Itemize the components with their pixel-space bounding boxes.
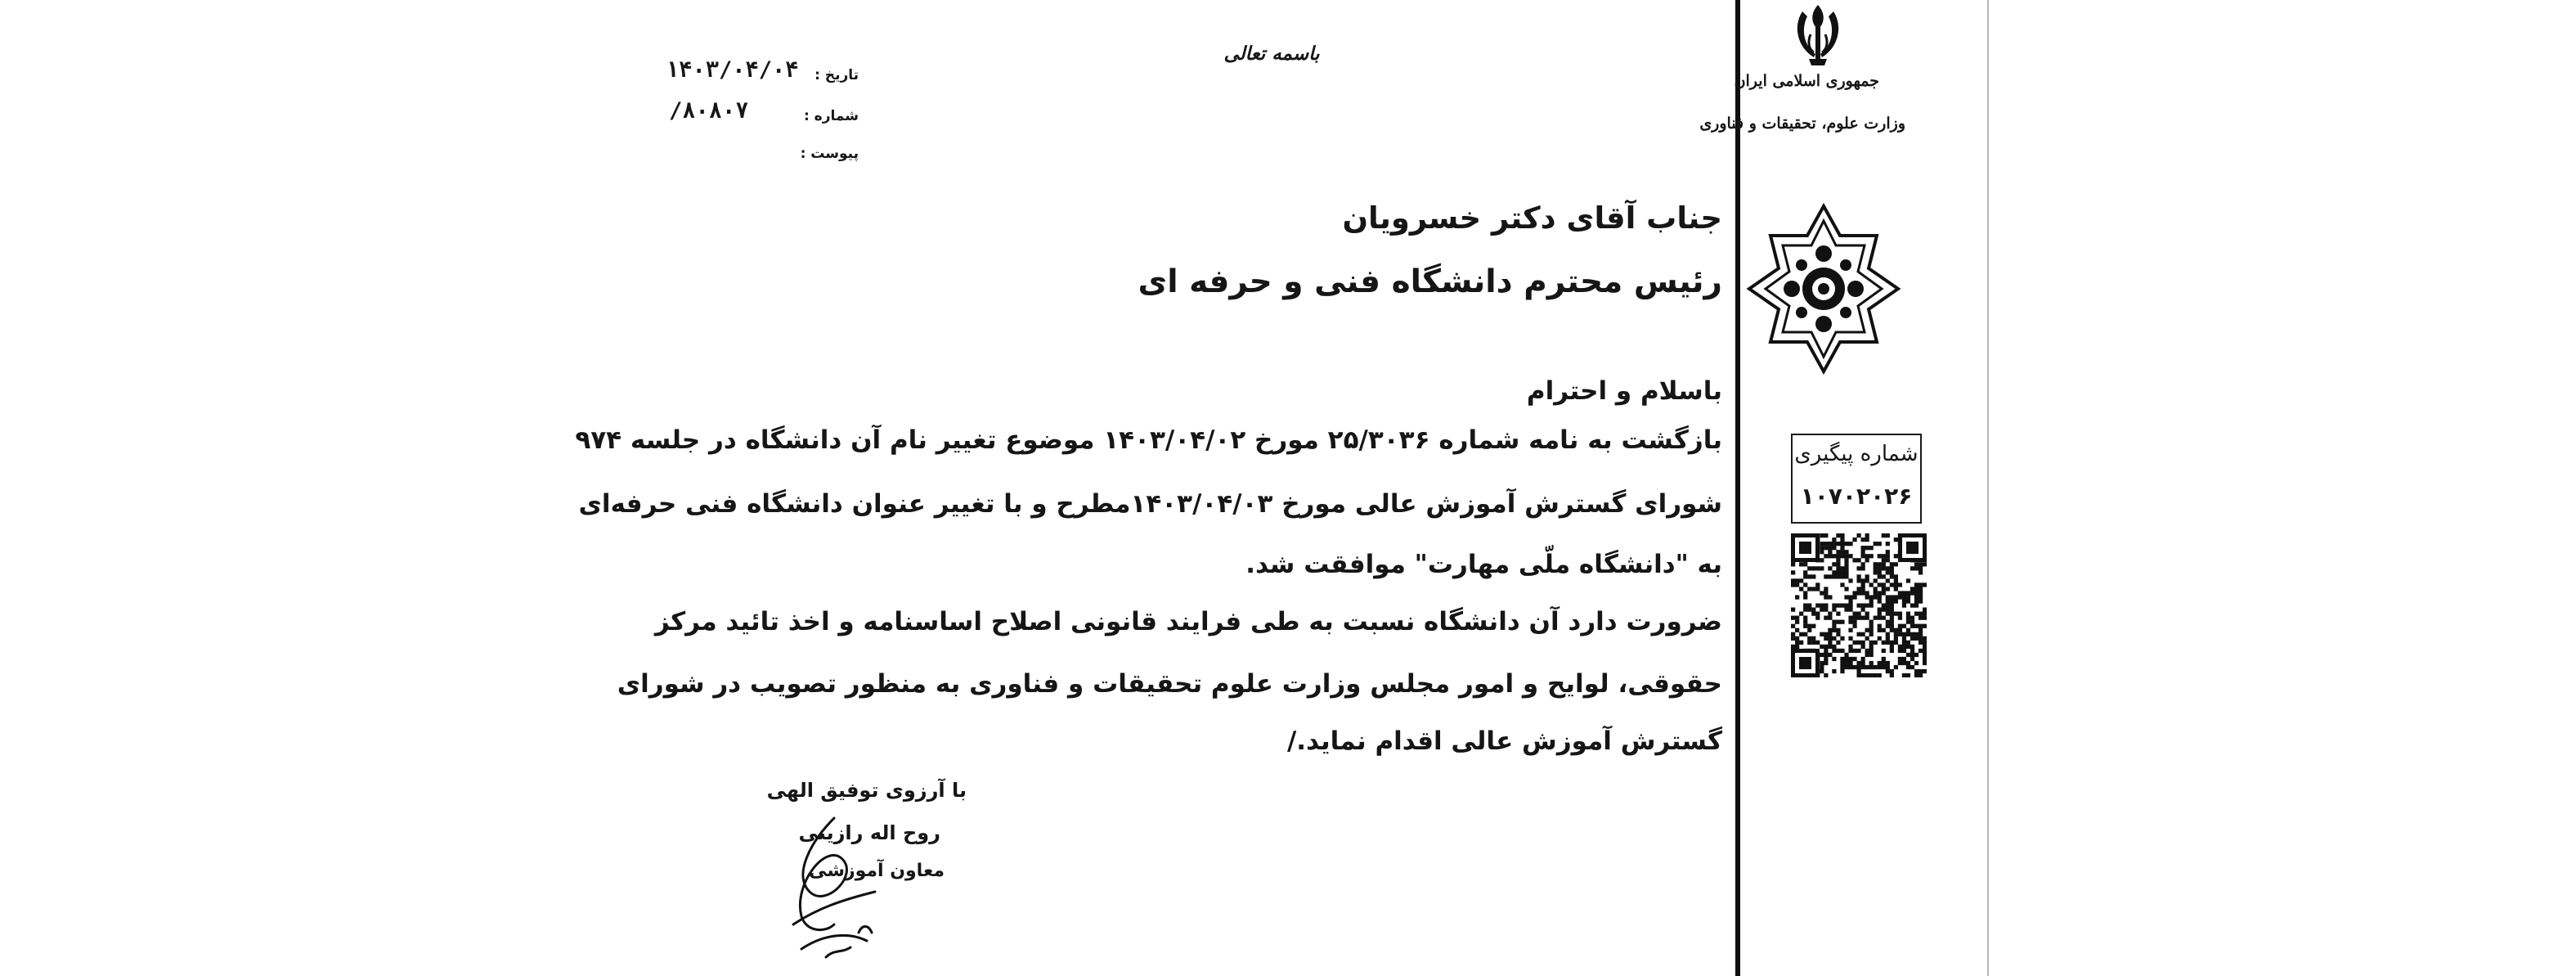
body-line: بازگشت به نامه شماره ۲۵/۳۰۳۶ مورخ ۱۴۰۳/۰۴/۰۲ موضوع تغییر نام آن دانشگاه در جلسه ۹۷۴: [575, 425, 1722, 455]
invocation: باسمه تعالی: [1223, 43, 1320, 65]
body-line: ضرورت دارد آن دانشگاه نسبت به طی فرایند قانونی اصلاح اساسنامه و اخذ تائید مرکز: [654, 607, 1722, 636]
body-line: به "دانشگاه ملّی مهارت" موافقت شد.: [1245, 550, 1722, 579]
emblem-icon: [1786, 2, 1850, 69]
body-line: گسترش آموزش عالی اقدام نماید./: [1286, 726, 1722, 756]
tracking-value: ۱۰۷۰۲۰۲۶: [1800, 483, 1913, 510]
number-value: /۸۰۸۰۷: [669, 98, 749, 124]
date-value: ۱۴۰۳/۰۴/۰۴: [666, 57, 799, 83]
number-label: شماره :: [803, 108, 859, 124]
greeting: باسلام و احترام: [1526, 376, 1722, 406]
signer-name: روح اله رازینی: [798, 821, 940, 844]
tracking-label: شماره پیگیری: [1794, 442, 1919, 466]
date-label: تاریخ :: [815, 67, 859, 83]
margin-line: [1735, 0, 1740, 976]
addressee-name: جناب آقای دکتر خسرویان: [1342, 200, 1722, 236]
signature-icon: [777, 810, 900, 965]
body-line: حقوقی، لوایح و امور مجلس وزارت علوم تحقیقات و فناوری به منظور تصویب در شورای: [617, 669, 1722, 699]
body-line: شورای گسترش آموزش عالی مورخ ۱۴۰۳/۰۴/۰۳مطرح و با تغییر عنوان دانشگاه فنی حرفه‌ای: [578, 489, 1722, 519]
qr-code-icon: [1791, 533, 1927, 677]
closing-wish: با آرزوی توفیق الهی: [766, 779, 967, 802]
ministry-line-2: وزارت علوم، تحقیقات و فناوری: [1699, 115, 1905, 133]
page-edge: [1987, 0, 1989, 976]
ornament-icon: [1746, 203, 1901, 375]
addressee-title: رئیس محترم دانشگاه فنی و حرفه ای: [1138, 263, 1722, 300]
ministry-line-1: جمهوری اسلامی ایران: [1734, 72, 1879, 90]
signer-title: معاون آموزشی: [809, 861, 945, 881]
attachment-label: پیوست :: [800, 146, 859, 162]
tracking-box: [1791, 434, 1922, 524]
